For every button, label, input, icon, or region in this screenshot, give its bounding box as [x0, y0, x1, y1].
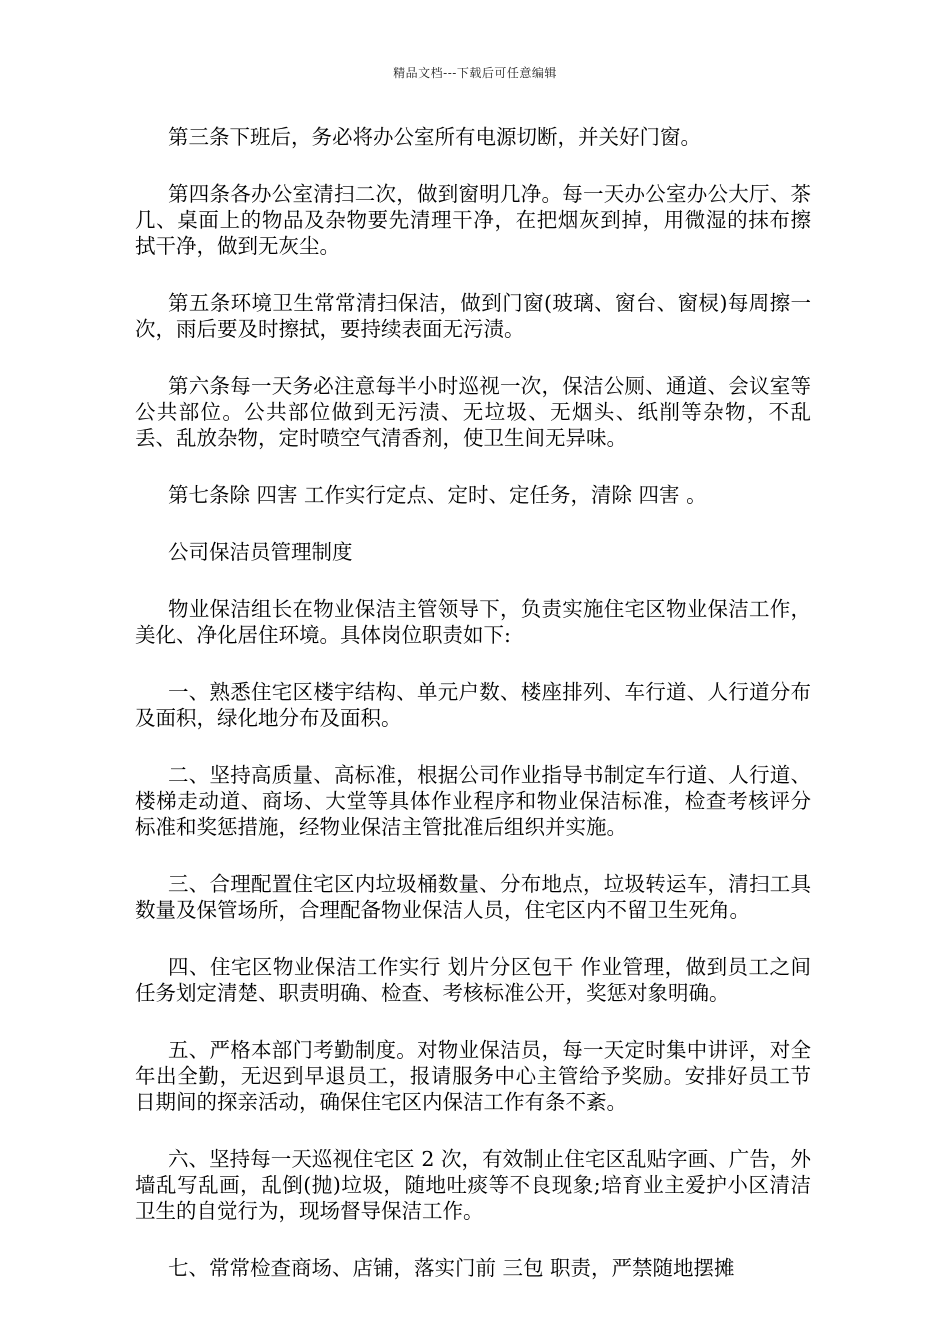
- paragraph-article-6: 第六条每一天务必注意每半小时巡视一次，保洁公厕、通道、会议室等公共部位。公共部位做到无污渍、无垃圾、无烟头、纸削等杂物，不乱丢、乱放杂物，定时喷空气清香剂，使卫生间无异味。: [135, 374, 811, 450]
- paragraph-article-7: 第七条除 四害 工作实行定点、定时、定任务，清除 四害 。: [168, 483, 707, 507]
- document-body: [135, 124, 811, 1312]
- paragraph-item-7: 七、常常检查商场、店铺，落实门前 三包 职责，严禁随地摆摊: [168, 1256, 735, 1280]
- paragraph-article-4: 第四条各办公室清扫二次，做到窗明几净。每一天办公室办公大厅、茶几、桌面上的物品及杂物要先清理干净，在把烟灰到掉，用微湿的抹布擦拭干净，做到无灰尘。: [135, 182, 811, 258]
- section-heading: 公司保洁员管理制度: [168, 540, 353, 564]
- paragraph-item-1: 一、熟悉住宅区楼宇结构、单元户数、楼座排列、车行道、人行道分布及面积，绿化地分布及面积。: [135, 680, 811, 730]
- paragraph-item-6: 六、坚持每一天巡视住宅区 2 次，有效制止住宅区乱贴字画、广告，外墙乱写乱画，乱倒(抛)垃圾，随地吐痰等不良现象;培育业主爱护小区清洁卫生的自觉行为，现场督导保洁工作。: [135, 1147, 811, 1223]
- paragraph-article-5: 第五条环境卫生常常清扫保洁，做到门窗(玻璃、窗台、窗棂)每周擦一次，雨后要及时擦拭，要持续表面无污渍。: [135, 291, 811, 341]
- page-header: 精品文档---下载后可任意编辑: [393, 66, 557, 80]
- paragraph-article-3: 第三条下班后，务必将办公室所有电源切断，并关好门窗。: [168, 125, 701, 149]
- paragraph-intro: 物业保洁组长在物业保洁主管领导下，负责实施住宅区物业保洁工作，美化、净化居住环境。具体岗位职责如下:: [135, 597, 811, 647]
- paragraph-item-2: 二、坚持高质量、高标准，根据公司作业指导书制定车行道、人行道、楼梯走动道、商场、大堂等具体作业程序和物业保洁标准，检查考核评分标准和奖惩措施，经物业保洁主管批准后组织并实施。: [135, 763, 811, 839]
- paragraph-item-4: 四、住宅区物业保洁工作实行 划片分区包干 作业管理，做到员工之间任务划定清楚、职责明确、检查、考核标准公开，奖惩对象明确。: [135, 955, 811, 1005]
- paragraph-item-5: 五、严格本部门考勤制度。对物业保洁员，每一天定时集中讲评，对全年出全勤，无迟到早退员工，报请服务中心主管给予奖励。安排好员工节日期间的探亲活动，确保住宅区内保洁工作有条不紊。: [135, 1038, 811, 1114]
- paragraph-item-3: 三、合理配置住宅区内垃圾桶数量、分布地点，垃圾转运车，清扫工具数量及保管场所，合理配备物业保洁人员，住宅区内不留卫生死角。: [135, 872, 811, 922]
